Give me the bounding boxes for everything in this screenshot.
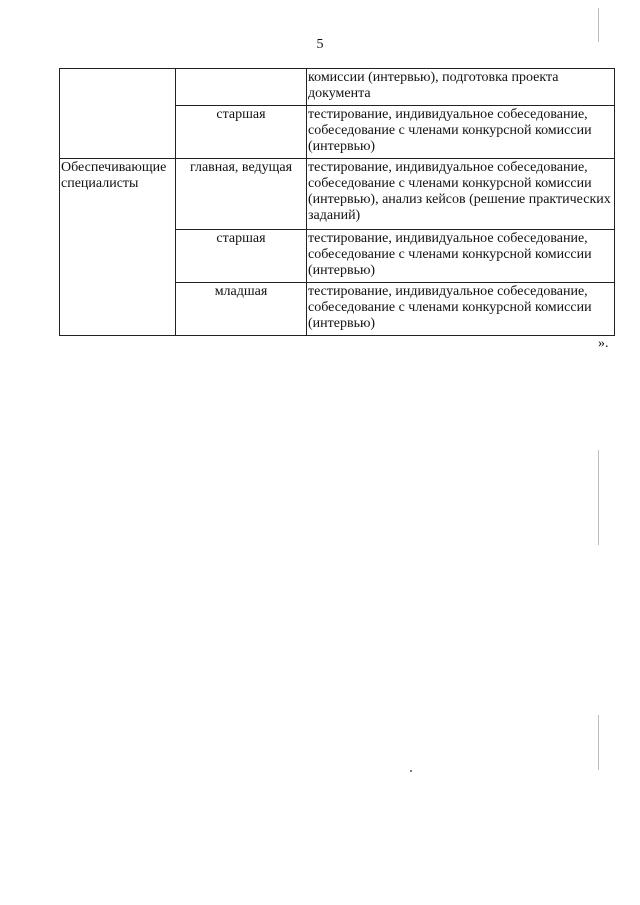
group-cell: старшая: [176, 230, 307, 283]
page-number: 5: [316, 37, 324, 52]
method-cell: тестирование, индивидуальное собеседование, собеседование с членами конкурсной комиссии (интервью): [307, 106, 615, 159]
category-cell: Обеспечивающие специалисты: [60, 159, 176, 336]
scan-artifact: [598, 715, 599, 770]
table-row: [60, 159, 615, 230]
table-row: [60, 69, 615, 106]
group-cell: старшая: [176, 106, 307, 159]
scan-artifact: [598, 8, 599, 42]
method-cell: тестирование, индивидуальное собеседование, собеседование с членами конкурсной комиссии (интервью), анализ кейсов (решение практических заданий): [307, 159, 615, 230]
group-cell: младшая: [176, 283, 307, 336]
selection-methods-table: [59, 68, 615, 336]
method-cell: комиссии (интервью), подготовка проекта документа: [307, 69, 615, 106]
method-cell: тестирование, индивидуальное собеседование, собеседование с членами конкурсной комиссии (интервью): [307, 283, 615, 336]
scan-artifact: [598, 450, 599, 545]
group-cell: главная, ведущая: [176, 159, 307, 230]
closing-quote: ».: [598, 336, 609, 351]
category-cell: [60, 69, 176, 159]
scan-speck: [410, 770, 412, 772]
group-cell: [176, 69, 307, 106]
method-cell: тестирование, индивидуальное собеседование, собеседование с членами конкурсной комиссии (интервью): [307, 230, 615, 283]
